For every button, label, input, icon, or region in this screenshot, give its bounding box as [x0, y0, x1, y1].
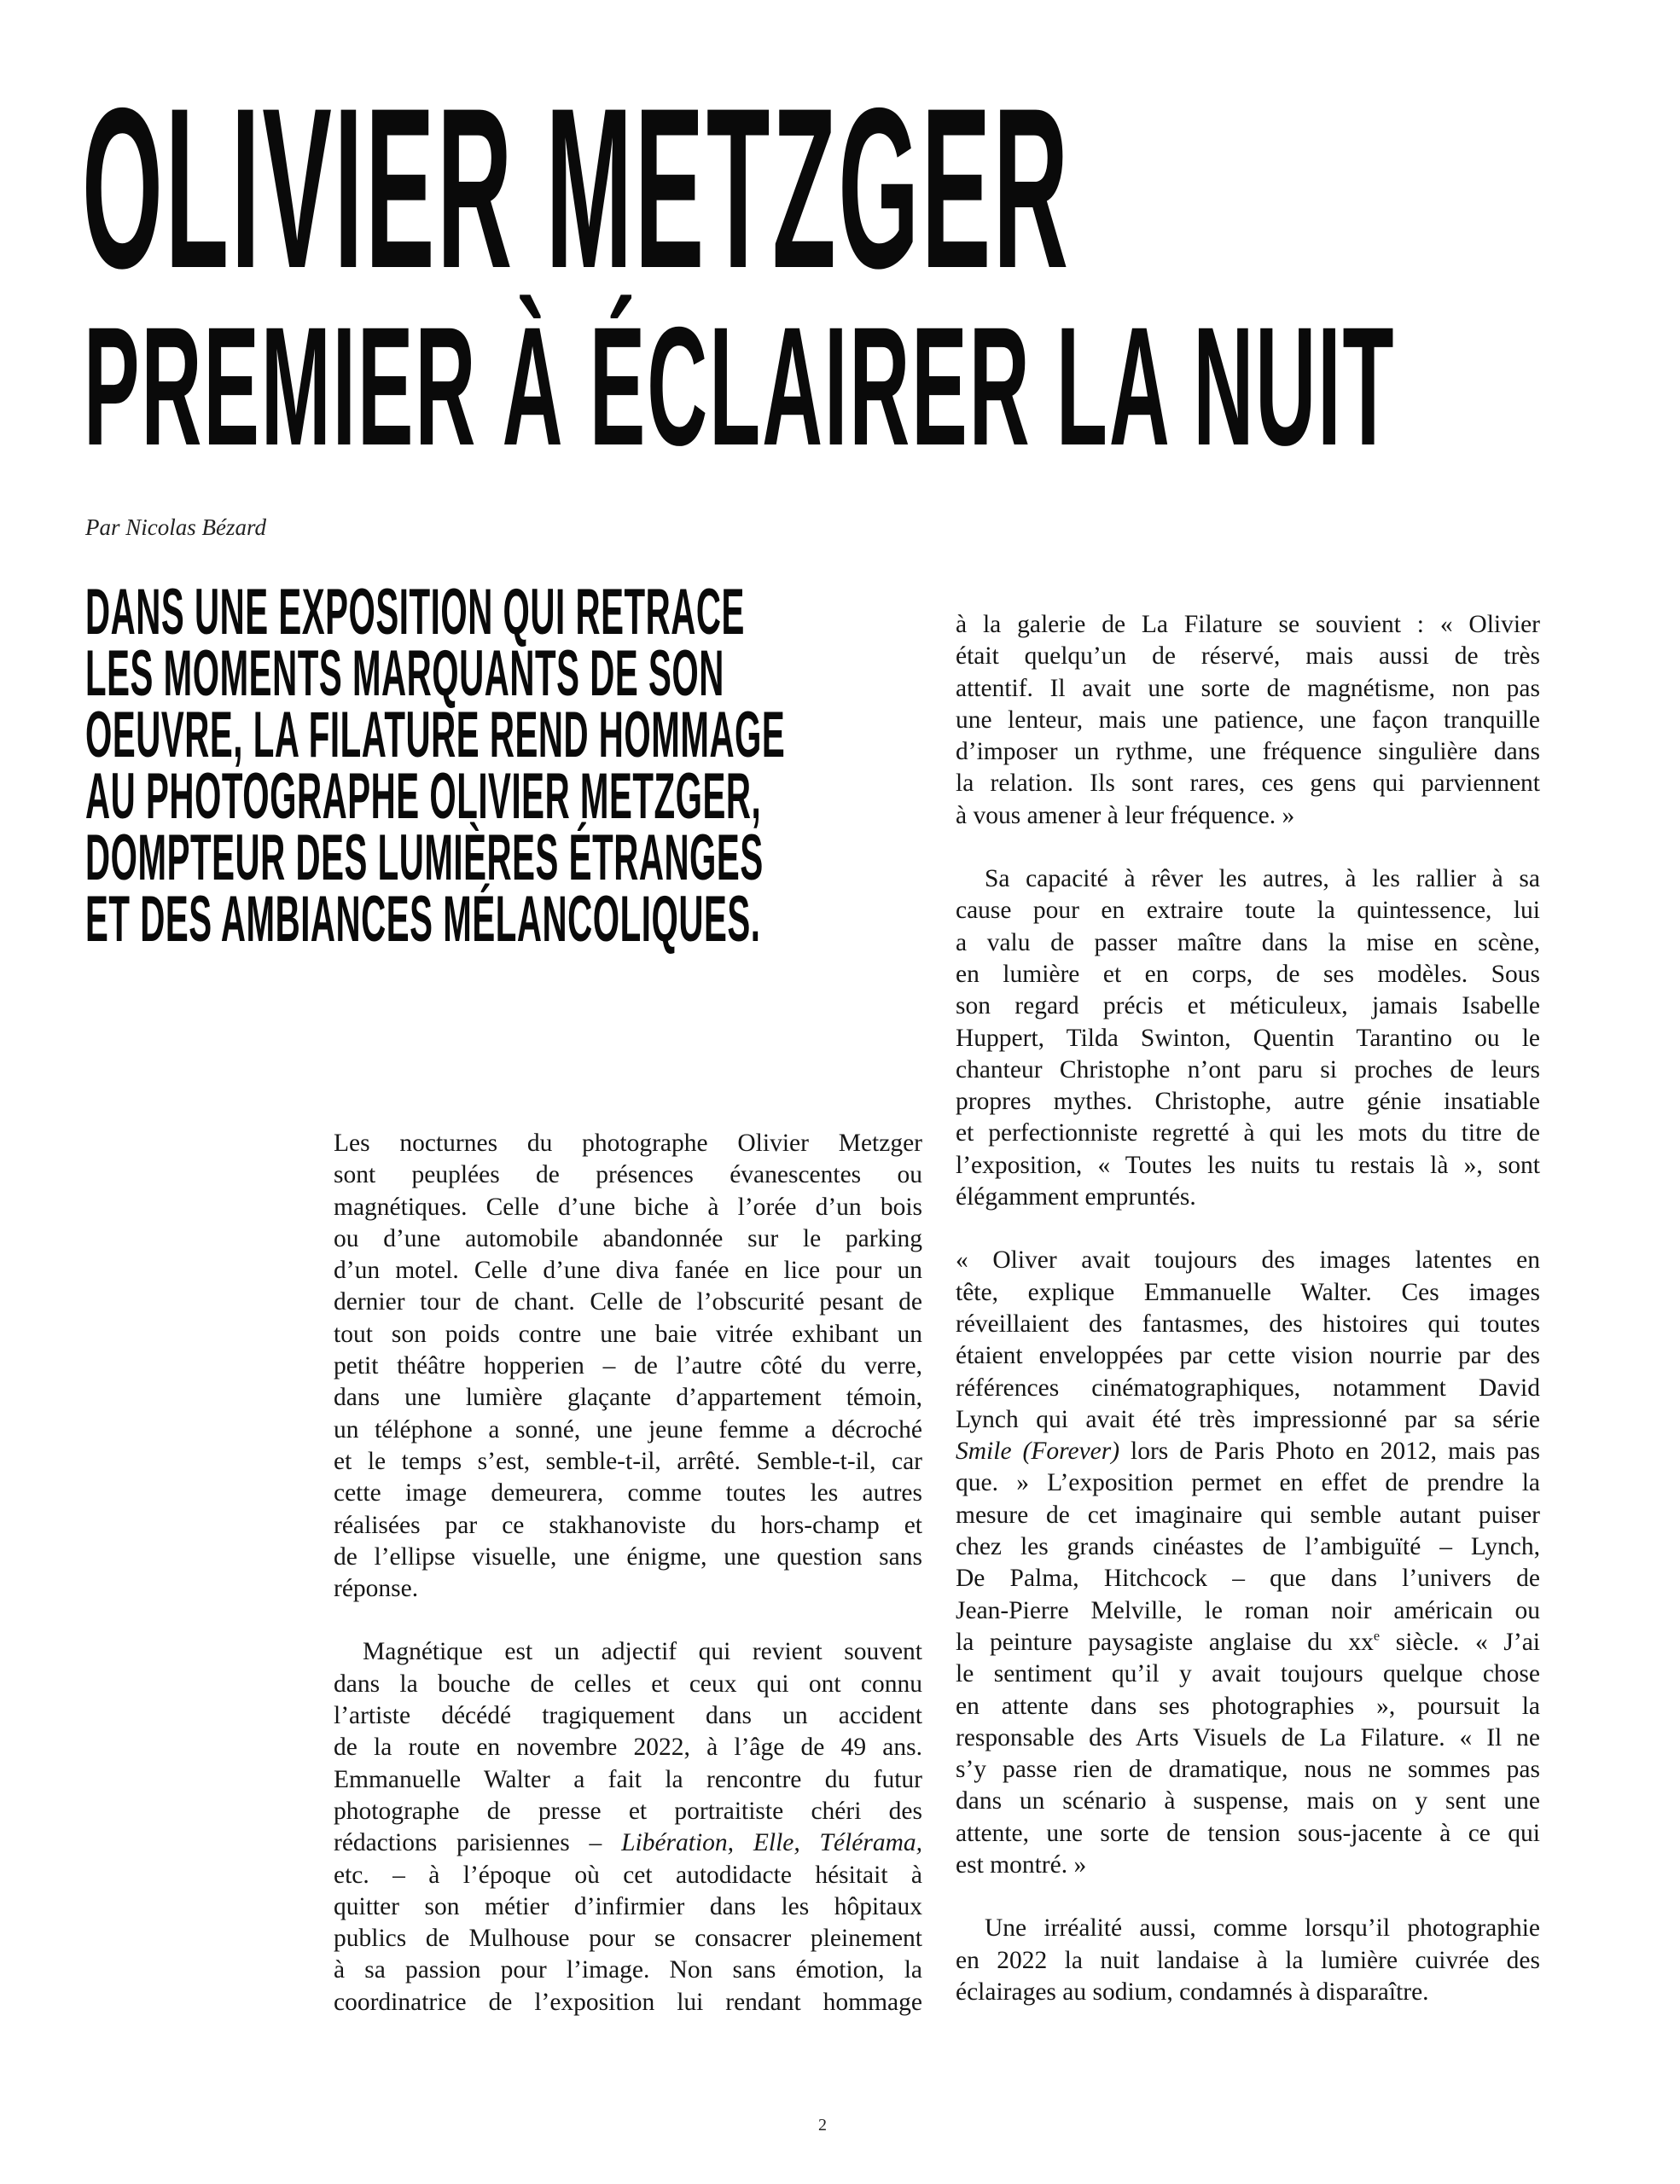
body-column-left: [334, 1128, 922, 2050]
lede-line: AU PHOTOGRAPHE OLIVIER METZGER,: [85, 760, 762, 833]
text-line: à sa passion pour l’image. Non sans émotion, la: [334, 1956, 922, 1984]
text-line: en lumière et en corps, de ses modèles. Sous: [956, 960, 1540, 988]
text-line: magnétiques. Celle d’une biche à l’orée d’un bois: [334, 1193, 922, 1221]
series-title: Smile (Forever): [956, 1438, 1120, 1466]
text-run: siècle. « J’ai: [1380, 1628, 1541, 1656]
text-line: et perfectionniste regretté à qui les mots du titre de: [956, 1119, 1540, 1147]
text-line: réveillaient des fantasmes, des histoires qui toutes: [956, 1310, 1540, 1338]
text-line: l’exposition, « Toutes les nuits tu restais là », sont: [956, 1151, 1540, 1179]
lede-line: ET DES AMBIANCES MÉLANCOLIQUES.: [85, 883, 761, 956]
text-line: la relation. Ils sont rares, ces gens qui parviennent: [956, 770, 1540, 798]
text-line: dans un scénario à suspense, mais on y sent une: [956, 1787, 1540, 1815]
text-line: etc. – à l’époque où cet autodidacte hésitait à: [334, 1861, 922, 1889]
text-line: chanteur Christophe n’ont paru si proches de leurs: [956, 1055, 1540, 1083]
text-line: dans une lumière glaçante d’appartement témoin,: [334, 1384, 922, 1412]
text-line: Une irréalité aussi, comme lorsqu’il photographie: [985, 1914, 1540, 1943]
lede-line: OEUVRE, LA FILATURE REND HOMMAGE: [85, 699, 786, 771]
text-line: d’un motel. Celle d’une diva fanée en lice pour un: [334, 1257, 922, 1285]
text-line: de la route en novembre 2022, à l’âge de 49 ans.: [334, 1734, 922, 1762]
text-line: [956, 1436, 1540, 1467]
text-line: dans la bouche de celles et ceux qui ont connu: [334, 1670, 922, 1698]
text-line: était quelqu’un de réservé, mais aussi de très: [956, 642, 1540, 671]
text-line: à vous amener à leur fréquence. »: [956, 801, 1295, 829]
text-line: quitter son métier d’infirmier dans les hôpitaux: [334, 1892, 922, 1920]
text-line: petit théâtre hopperien – de l’autre côté du verre,: [334, 1352, 922, 1380]
media-titles: Libération, Elle, Télérama,: [621, 1829, 922, 1857]
text-line: d’imposer un rythme, une fréquence singulière dans: [956, 738, 1540, 766]
text-line: son regard précis et méticuleux, jamais Isabelle: [956, 992, 1540, 1020]
text-line: réponse.: [334, 1575, 419, 1603]
text-line: Emmanuelle Walter a fait la rencontre du futur: [334, 1765, 922, 1793]
text-line: attente, une sorte de tension sous-jacente à ce qui: [956, 1819, 1540, 1847]
text-line: [956, 1627, 1540, 1658]
text-line: est montré. »: [956, 1850, 1087, 1879]
paragraph: [956, 1913, 1540, 2008]
text-line: étaient enveloppées par cette vision nourrie par des: [956, 1342, 1540, 1370]
text-line: élégamment empruntés.: [956, 1183, 1196, 1211]
article-title-line-1: OLIVIER METZGER: [82, 60, 1071, 316]
lede-line: LES MOMENTS MARQUANTS DE SON: [85, 637, 724, 710]
text-run: rédactions parisiennes –: [334, 1829, 622, 1857]
text-line: Jean-Pierre Melville, le roman noir américain ou: [956, 1596, 1540, 1624]
text-line: Lynch qui avait été très impressionné par sa série: [956, 1405, 1540, 1433]
text-line: tête, explique Emmanuelle Walter. Ces images: [956, 1278, 1540, 1306]
text-line: cette image demeurera, comme toutes les autres: [334, 1479, 922, 1507]
text-line: coordinatrice de l’exposition lui rendant hommage: [334, 1988, 922, 2016]
text-line: cause pour en extraire toute la quintessence, lui: [956, 897, 1540, 925]
paragraph: [334, 1128, 922, 1605]
text-line: attentif. Il avait une sorte de magnétisme, non pas: [956, 674, 1540, 702]
lede-line: DOMPTEUR DES LUMIÈRES ÉTRANGES: [85, 822, 764, 894]
text-line: sont peuplées de présences évanescentes ou: [334, 1161, 922, 1189]
text-line: de l’ellipse visuelle, une énigme, une question sans: [334, 1542, 922, 1571]
text-line: chez les grands cinéastes de l’ambiguïté – Lynch,: [956, 1533, 1540, 1561]
text-line: réalisées par ce stakhanoviste du hors-champ et: [334, 1511, 922, 1539]
text-line: responsable des Arts Visuels de La Filature. « Il ne: [956, 1723, 1540, 1751]
text-line: a valu de passer maître dans la mise en scène,: [956, 928, 1540, 956]
article-title-line-2: PREMIER À ÉCLAIRER LA NUIT: [84, 292, 1396, 480]
text-line: propres mythes. Christophe, autre génie insatiable: [956, 1088, 1540, 1116]
text-line: photographe de presse et portraitiste chéri des: [334, 1797, 922, 1825]
text-line: Magnétique est un adjectif qui revient souvent: [363, 1638, 922, 1666]
text-run: la peinture paysagiste anglaise du xx: [956, 1628, 1374, 1656]
text-line: Huppert, Tilda Swinton, Quentin Tarantino ou le: [956, 1024, 1540, 1052]
text-line: [334, 1827, 922, 1859]
text-line: un téléphone a sonné, une jeune femme a décroché: [334, 1415, 922, 1443]
page-number: 2: [818, 2116, 827, 2135]
body-column-right: [956, 609, 1540, 2040]
text-line: que. » L’exposition permet en effet de prendre la: [956, 1469, 1540, 1497]
text-line: en 2022 la nuit landaise à la lumière cuivrée des: [956, 1946, 1540, 1974]
text-line: le sentiment qu’il y avait toujours quelque chose: [956, 1660, 1540, 1688]
text-line: tout son poids contre une baie vitrée exhibant un: [334, 1320, 922, 1348]
text-line: Les nocturnes du photographe Olivier Metzger: [334, 1130, 922, 1157]
text-line: publics de Mulhouse pour se consacrer pleinement: [334, 1925, 922, 1953]
text-line: s’y passe rien de dramatique, nous ne sommes pas: [956, 1756, 1540, 1784]
paragraph: [956, 609, 1540, 832]
text-line: De Palma, Hitchcock – que dans l’univers de: [956, 1565, 1540, 1593]
paragraph: [956, 1245, 1540, 1881]
paragraph: [956, 863, 1540, 1213]
text-line: « Oliver avait toujours des images latentes en: [956, 1246, 1540, 1275]
text-line: à la galerie de La Filature se souvient : « Olivier: [956, 611, 1540, 638]
text-line: une lenteur, mais une patience, une façon tranquille: [956, 706, 1540, 734]
superscript: e: [1373, 1628, 1381, 1644]
text-line: mesure de cet imaginaire qui semble autant puiser: [956, 1501, 1540, 1529]
text-line: références cinématographiques, notamment David: [956, 1374, 1540, 1402]
text-line: éclairages au sodium, condamnés à disparaître.: [956, 1978, 1429, 2006]
lede: [85, 576, 939, 956]
paragraph: [334, 1636, 922, 2018]
lede-line: DANS UNE EXPOSITION QUI RETRACE: [85, 576, 745, 648]
text-line: et le temps s’est, semble-t-il, arrêté. Semble-t-il, car: [334, 1447, 922, 1475]
text-line: dernier tour de chant. Celle de l’obscurité pesant de: [334, 1288, 922, 1316]
text-line: l’artiste décédé tragiquement dans un accident: [334, 1702, 922, 1730]
text-run: lors de Paris Photo en 2012, mais pas: [1119, 1438, 1540, 1466]
byline: Par Nicolas Bézard: [85, 514, 266, 540]
text-line: ou d’une automobile abandonnée sur le parking: [334, 1224, 922, 1252]
text-line: Sa capacité à rêver les autres, à les rallier à sa: [985, 865, 1540, 893]
text-line: en attente dans ses photographies », poursuit la: [956, 1692, 1540, 1720]
